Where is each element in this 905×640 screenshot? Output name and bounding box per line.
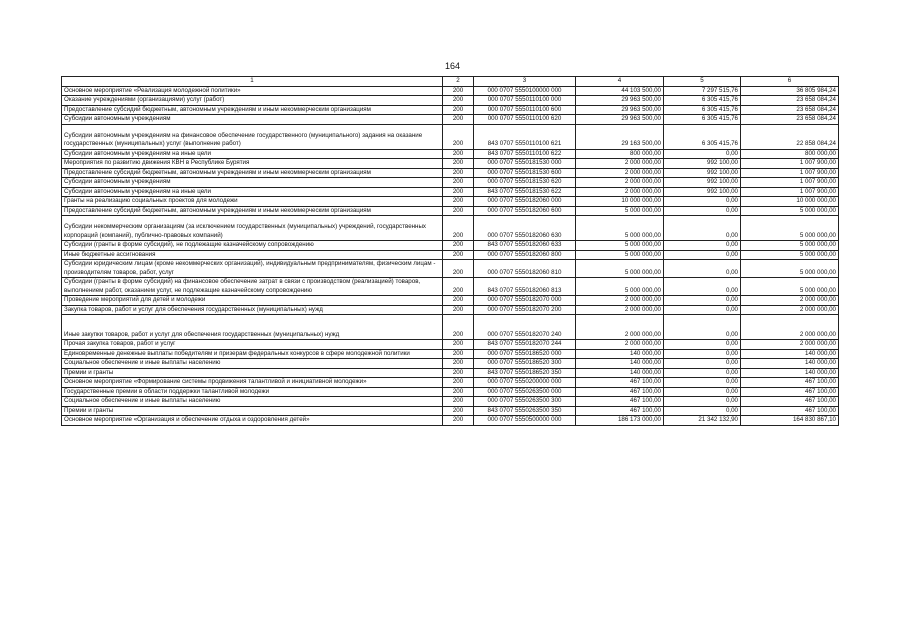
row-code: 843 0707 5550182060 813 bbox=[474, 278, 576, 296]
row-value-4: 2 000 000,00 bbox=[576, 159, 664, 169]
row-value-5: 0,00 bbox=[664, 197, 741, 207]
row-value-4: 467 100,00 bbox=[576, 387, 664, 397]
header-col-3: 3 bbox=[474, 77, 576, 87]
row-col-2: 200 bbox=[443, 86, 474, 96]
table-row bbox=[62, 387, 839, 397]
row-name: Субсидии автономным учреждениям bbox=[62, 178, 443, 188]
row-code: 000 0707 5550181530 620 bbox=[474, 178, 576, 188]
row-name: Субсидии (гранты в форме субсидий) на финансовое обеспечение затрат в связи с производством (реализацией) товаров, выполнением работ, оказанием услуг, не подлежащие казначейскому сопровождению bbox=[62, 278, 443, 296]
row-col-2: 200 bbox=[443, 349, 474, 359]
row-code: 000 0707 5550182060 630 bbox=[474, 216, 576, 241]
row-code: 843 0707 5550263500 350 bbox=[474, 406, 576, 416]
row-value-6: 1 007 900,00 bbox=[741, 159, 839, 169]
table-row bbox=[62, 96, 839, 106]
row-value-4: 140 000,00 bbox=[576, 359, 664, 369]
row-value-4: 2 000 000,00 bbox=[576, 168, 664, 178]
table-header-row bbox=[62, 77, 839, 87]
row-name: Прочая закупка товаров, работ и услуг bbox=[62, 340, 443, 350]
row-value-5: 0,00 bbox=[664, 260, 741, 278]
row-col-2: 200 bbox=[443, 250, 474, 260]
row-name: Социальное обеспечение и иные выплаты населению bbox=[62, 359, 443, 369]
row-value-6: 140 000,00 bbox=[741, 368, 839, 378]
row-code: 000 0707 5550182060 800 bbox=[474, 250, 576, 260]
row-value-4: 800 000,00 bbox=[576, 149, 664, 159]
row-name: Социальное обеспечение и иные выплаты населению bbox=[62, 397, 443, 407]
row-code: 000 0707 5550500000 000 bbox=[474, 416, 576, 426]
table-row bbox=[62, 305, 839, 315]
row-value-6: 5 000 000,00 bbox=[741, 250, 839, 260]
row-code: 000 0707 5550110100 000 bbox=[474, 96, 576, 106]
table-row bbox=[62, 115, 839, 125]
row-value-4: 2 000 000,00 bbox=[576, 305, 664, 315]
row-value-4: 467 100,00 bbox=[576, 378, 664, 388]
row-value-4: 10 000 000,00 bbox=[576, 197, 664, 207]
row-col-2: 200 bbox=[443, 149, 474, 159]
row-code: 000 0707 5550263500 000 bbox=[474, 387, 576, 397]
row-value-5: 0,00 bbox=[664, 206, 741, 216]
table-row bbox=[62, 250, 839, 260]
row-value-4: 29 963 500,00 bbox=[576, 96, 664, 106]
row-value-5: 0,00 bbox=[664, 149, 741, 159]
row-code: 000 0707 5550182070 000 bbox=[474, 296, 576, 306]
row-value-4: 5 000 000,00 bbox=[576, 241, 664, 251]
row-col-2: 200 bbox=[443, 378, 474, 388]
row-value-4: 29 963 500,00 bbox=[576, 105, 664, 115]
row-value-5: 0,00 bbox=[664, 349, 741, 359]
row-code: 000 0707 5550182070 240 bbox=[474, 315, 576, 340]
row-col-2: 200 bbox=[443, 260, 474, 278]
budget-table bbox=[61, 76, 839, 426]
row-name: Предоставление субсидий бюджетным, автономным учреждениям и иным некоммерческим организациям bbox=[62, 105, 443, 115]
row-value-5: 0,00 bbox=[664, 378, 741, 388]
row-code: 000 0707 5550186520 000 bbox=[474, 349, 576, 359]
row-value-6: 5 000 000,00 bbox=[741, 278, 839, 296]
row-value-5: 0,00 bbox=[664, 241, 741, 251]
row-value-4: 5 000 000,00 bbox=[576, 206, 664, 216]
row-value-6: 2 000 000,00 bbox=[741, 315, 839, 340]
row-value-5: 6 305 415,76 bbox=[664, 105, 741, 115]
row-name: Субсидии автономным учреждениям bbox=[62, 115, 443, 125]
table-row bbox=[62, 340, 839, 350]
table-row bbox=[62, 178, 839, 188]
row-value-4: 186 173 000,00 bbox=[576, 416, 664, 426]
row-col-2: 200 bbox=[443, 124, 474, 149]
row-value-5: 0,00 bbox=[664, 305, 741, 315]
row-col-2: 200 bbox=[443, 159, 474, 169]
row-code: 000 0707 5550110100 600 bbox=[474, 105, 576, 115]
row-code: 000 0707 5550182060 810 bbox=[474, 260, 576, 278]
row-col-2: 200 bbox=[443, 406, 474, 416]
row-value-6: 467 100,00 bbox=[741, 406, 839, 416]
row-value-5: 7 297 515,76 bbox=[664, 86, 741, 96]
row-name: Закупка товаров, работ и услуг для обеспечения государственных (муниципальных) нужд bbox=[62, 305, 443, 315]
row-name: Иные бюджетные ассигнования bbox=[62, 250, 443, 260]
table-row bbox=[62, 406, 839, 416]
row-value-4: 44 103 500,00 bbox=[576, 86, 664, 96]
table-row bbox=[62, 197, 839, 207]
row-name: Субсидии автономным учреждениям на иные цели bbox=[62, 187, 443, 197]
row-value-5: 6 305 415,76 bbox=[664, 96, 741, 106]
row-code: 000 0707 5550186520 300 bbox=[474, 359, 576, 369]
row-col-2: 200 bbox=[443, 206, 474, 216]
table-row bbox=[62, 159, 839, 169]
row-value-5: 992 100,00 bbox=[664, 187, 741, 197]
row-col-2: 200 bbox=[443, 241, 474, 251]
row-value-5: 992 100,00 bbox=[664, 168, 741, 178]
page-number: 164 bbox=[444, 61, 461, 71]
row-col-2: 200 bbox=[443, 105, 474, 115]
row-value-4: 140 000,00 bbox=[576, 368, 664, 378]
table-row bbox=[62, 216, 839, 241]
row-name: Субсидии некоммерческим организациям (за исключением государственных (муниципальных) учреждений, государственных корпораций (компаний), публично-правовых компаний) bbox=[62, 216, 443, 241]
row-value-5: 21 342 132,90 bbox=[664, 416, 741, 426]
row-value-5: 0,00 bbox=[664, 216, 741, 241]
row-code: 843 0707 5550182060 633 bbox=[474, 241, 576, 251]
table-row bbox=[62, 397, 839, 407]
row-name: Премии и гранты bbox=[62, 368, 443, 378]
row-value-6: 2 000 000,00 bbox=[741, 340, 839, 350]
row-code: 000 0707 5550182060 000 bbox=[474, 197, 576, 207]
row-value-5: 0,00 bbox=[664, 387, 741, 397]
row-value-6: 2 000 000,00 bbox=[741, 296, 839, 306]
row-code: 000 0707 5550181530 000 bbox=[474, 159, 576, 169]
row-value-5: 0,00 bbox=[664, 278, 741, 296]
row-value-6: 22 858 084,24 bbox=[741, 124, 839, 149]
table-row bbox=[62, 296, 839, 306]
row-value-4: 2 000 000,00 bbox=[576, 178, 664, 188]
row-value-6: 1 007 900,00 bbox=[741, 187, 839, 197]
row-name: Основное мероприятие «Формирование системы продвижения талантливой и инициативной молодежи» bbox=[62, 378, 443, 388]
row-value-5: 0,00 bbox=[664, 296, 741, 306]
row-col-2: 200 bbox=[443, 368, 474, 378]
row-name: Государственные премии в области поддержки талантливой молодежи bbox=[62, 387, 443, 397]
row-name: Основное мероприятие «Организация и обеспечение отдыха и оздоровления детей» bbox=[62, 416, 443, 426]
row-value-6: 800 000,00 bbox=[741, 149, 839, 159]
row-value-5: 0,00 bbox=[664, 250, 741, 260]
table-body bbox=[62, 86, 839, 425]
row-col-2: 200 bbox=[443, 115, 474, 125]
row-name: Оказание учреждениями (организациями) услуг (работ) bbox=[62, 96, 443, 106]
table-row bbox=[62, 416, 839, 426]
row-value-4: 5 000 000,00 bbox=[576, 260, 664, 278]
row-col-2: 200 bbox=[443, 359, 474, 369]
row-value-6: 5 000 000,00 bbox=[741, 260, 839, 278]
table-row bbox=[62, 241, 839, 251]
row-col-2: 200 bbox=[443, 416, 474, 426]
row-code: 000 0707 5550200000 000 bbox=[474, 378, 576, 388]
table-row bbox=[62, 149, 839, 159]
row-code: 000 0707 5550100000 000 bbox=[474, 86, 576, 96]
row-name: Субсидии (гранты в форме субсидий), не подлежащие казначейскому сопровождению bbox=[62, 241, 443, 251]
row-value-4: 29 163 500,00 bbox=[576, 124, 664, 149]
row-value-4: 467 100,00 bbox=[576, 397, 664, 407]
row-name: Субсидии автономным учреждениям на финансовое обеспечение государственного (муниципального) задания на оказание государственных (муниципальных) услуг (выполнение работ) bbox=[62, 124, 443, 149]
row-value-4: 2 000 000,00 bbox=[576, 340, 664, 350]
row-code: 000 0707 5550182060 600 bbox=[474, 206, 576, 216]
table-row bbox=[62, 349, 839, 359]
row-code: 843 0707 5550110100 622 bbox=[474, 149, 576, 159]
row-value-6: 467 100,00 bbox=[741, 387, 839, 397]
row-value-6: 467 100,00 bbox=[741, 378, 839, 388]
row-value-6: 36 805 984,24 bbox=[741, 86, 839, 96]
table-row bbox=[62, 168, 839, 178]
row-value-6: 1 007 900,00 bbox=[741, 178, 839, 188]
table-row bbox=[62, 260, 839, 278]
row-code: 843 0707 5550186520 350 bbox=[474, 368, 576, 378]
row-value-6: 5 000 000,00 bbox=[741, 241, 839, 251]
row-name: Единовременные денежные выплаты победителям и призерам федеральных конкурсов в сфере молодежной политики bbox=[62, 349, 443, 359]
table-row bbox=[62, 187, 839, 197]
row-value-4: 2 000 000,00 bbox=[576, 315, 664, 340]
row-value-5: 0,00 bbox=[664, 315, 741, 340]
header-col-5: 5 bbox=[664, 77, 741, 87]
row-name: Предоставление субсидий бюджетным, автономным учреждениям и иным некоммерческим организациям bbox=[62, 168, 443, 178]
row-value-6: 2 000 000,00 bbox=[741, 305, 839, 315]
row-value-4: 29 963 500,00 bbox=[576, 115, 664, 125]
row-value-6: 467 100,00 bbox=[741, 397, 839, 407]
row-value-6: 10 000 000,00 bbox=[741, 197, 839, 207]
row-col-2: 200 bbox=[443, 387, 474, 397]
row-col-2: 200 bbox=[443, 197, 474, 207]
row-code: 843 0707 5550110100 621 bbox=[474, 124, 576, 149]
row-name: Мероприятия по развитию движения КВН в Республике Бурятия bbox=[62, 159, 443, 169]
header-col-2: 2 bbox=[443, 77, 474, 87]
row-name: Предоставление субсидий бюджетным, автономным учреждениям и иным некоммерческим организациям bbox=[62, 206, 443, 216]
table-row bbox=[62, 315, 839, 340]
row-name: Субсидии автономным учреждениям на иные цели bbox=[62, 149, 443, 159]
row-value-5: 0,00 bbox=[664, 340, 741, 350]
row-name: Субсидии юридическим лицам (кроме некоммерческих организаций), индивидуальным предпринимателям, физическим лицам - производителям товаров, работ, услуг bbox=[62, 260, 443, 278]
row-col-2: 200 bbox=[443, 178, 474, 188]
header-col-1: 1 bbox=[62, 77, 443, 87]
row-name: Иные закупки товаров, работ и услуг для обеспечения государственных (муниципальных) нужд bbox=[62, 315, 443, 340]
table-row bbox=[62, 86, 839, 96]
row-col-2: 200 bbox=[443, 96, 474, 106]
table-row bbox=[62, 124, 839, 149]
row-value-4: 2 000 000,00 bbox=[576, 187, 664, 197]
table-row bbox=[62, 359, 839, 369]
row-value-5: 992 100,00 bbox=[664, 159, 741, 169]
row-value-6: 1 007 900,00 bbox=[741, 168, 839, 178]
row-name: Основное мероприятие «Реализация молодежной политики» bbox=[62, 86, 443, 96]
row-col-2: 200 bbox=[443, 315, 474, 340]
row-name: Гранты на реализацию социальных проектов для молодежи bbox=[62, 197, 443, 207]
row-value-6: 140 000,00 bbox=[741, 349, 839, 359]
row-value-6: 23 658 084,24 bbox=[741, 96, 839, 106]
table-row bbox=[62, 368, 839, 378]
row-code: 843 0707 5550182070 244 bbox=[474, 340, 576, 350]
header-col-4: 4 bbox=[576, 77, 664, 87]
row-value-4: 5 000 000,00 bbox=[576, 250, 664, 260]
row-col-2: 200 bbox=[443, 305, 474, 315]
row-code: 000 0707 5550263500 300 bbox=[474, 397, 576, 407]
row-value-5: 992 100,00 bbox=[664, 178, 741, 188]
row-value-6: 5 000 000,00 bbox=[741, 216, 839, 241]
table-row bbox=[62, 278, 839, 296]
row-code: 000 0707 5550182070 200 bbox=[474, 305, 576, 315]
table-row bbox=[62, 378, 839, 388]
row-value-4: 5 000 000,00 bbox=[576, 278, 664, 296]
row-col-2: 200 bbox=[443, 397, 474, 407]
row-col-2: 200 bbox=[443, 278, 474, 296]
row-value-4: 140 000,00 bbox=[576, 349, 664, 359]
row-col-2: 200 bbox=[443, 187, 474, 197]
row-value-5: 0,00 bbox=[664, 406, 741, 416]
row-value-5: 0,00 bbox=[664, 397, 741, 407]
row-value-6: 23 658 084,24 bbox=[741, 115, 839, 125]
row-value-5: 0,00 bbox=[664, 368, 741, 378]
row-col-2: 200 bbox=[443, 340, 474, 350]
row-value-4: 2 000 000,00 bbox=[576, 296, 664, 306]
row-value-6: 5 000 000,00 bbox=[741, 206, 839, 216]
row-name: Проведение мероприятий для детей и молодежи bbox=[62, 296, 443, 306]
row-value-6: 140 000,00 bbox=[741, 359, 839, 369]
table-row bbox=[62, 206, 839, 216]
row-value-6: 164 830 867,10 bbox=[741, 416, 839, 426]
row-code: 000 0707 5550110100 620 bbox=[474, 115, 576, 125]
row-value-6: 23 658 084,24 bbox=[741, 105, 839, 115]
row-value-4: 5 000 000,00 bbox=[576, 216, 664, 241]
row-code: 843 0707 5550181530 622 bbox=[474, 187, 576, 197]
row-col-2: 200 bbox=[443, 216, 474, 241]
row-code: 000 0707 5550181530 600 bbox=[474, 168, 576, 178]
row-value-5: 0,00 bbox=[664, 359, 741, 369]
row-name: Премии и гранты bbox=[62, 406, 443, 416]
table-row bbox=[62, 105, 839, 115]
row-col-2: 200 bbox=[443, 168, 474, 178]
header-col-6: 6 bbox=[741, 77, 839, 87]
row-value-5: 6 305 415,76 bbox=[664, 124, 741, 149]
row-value-4: 467 100,00 bbox=[576, 406, 664, 416]
row-value-5: 6 305 415,76 bbox=[664, 115, 741, 125]
row-col-2: 200 bbox=[443, 296, 474, 306]
